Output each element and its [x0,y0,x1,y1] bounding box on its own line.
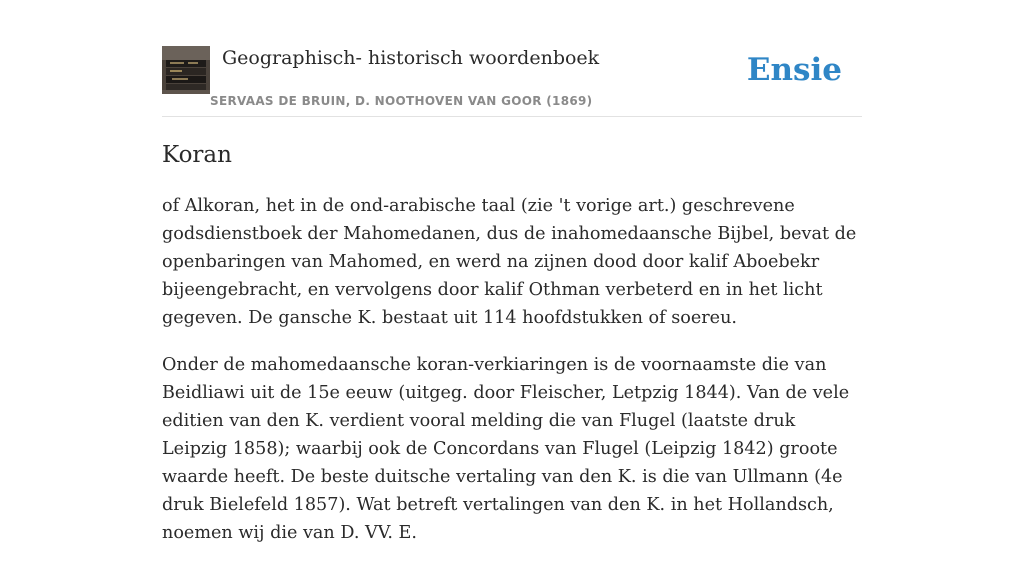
book-title[interactable]: Geographisch- historisch woordenboek [222,47,600,69]
entry-body [162,192,862,566]
entry-title: Koran [162,142,232,168]
entry-paragraph: of Alkoran, het in de ond-arabische taal (zie 't vorige art.) geschrevene godsdienstboek der Mahomedanen, dus de inahomedaansche Bijbel, bevat de openbaringen van Mahomed, en werd na zijnen dood door kalif Aboebekr bijeengebracht, en vervolgens door kalif Othman verbeterd en in het licht gegeven. De gansche K. bestaat uit 114 hoofdstukken of soereu. [162,196,857,328]
ensie-logo-link[interactable]: Ensie [746,52,842,88]
book-header [162,46,862,117]
book-cover-image [162,46,210,94]
entry-paragraph: Onder de mahomedaansche koran-verkiaringen is de voornaamste die van Beidliawi uit de 15e eeuw (uitgeg. door Fleischer, Letpzig 1844). Van de vele editien van den K. verdient vooral melding die van Flugel (laatste druk Leipzig 1858); waarbij ook de Concordans van Flugel (Leipzig 1842) groote waarde heeft. De beste duitsche vertaling van den K. is die van Ullmann (4e druk Bielefeld 1857). Wat betreft vertalingen van den K. in het Hollandsch, noemen wij die van D. VV. E. [162,355,850,543]
book-authors: SERVAAS DE BRUIN, D. NOOTHOVEN VAN GOOR (1869) [210,94,593,108]
book-cover-icon[interactable] [162,46,210,94]
